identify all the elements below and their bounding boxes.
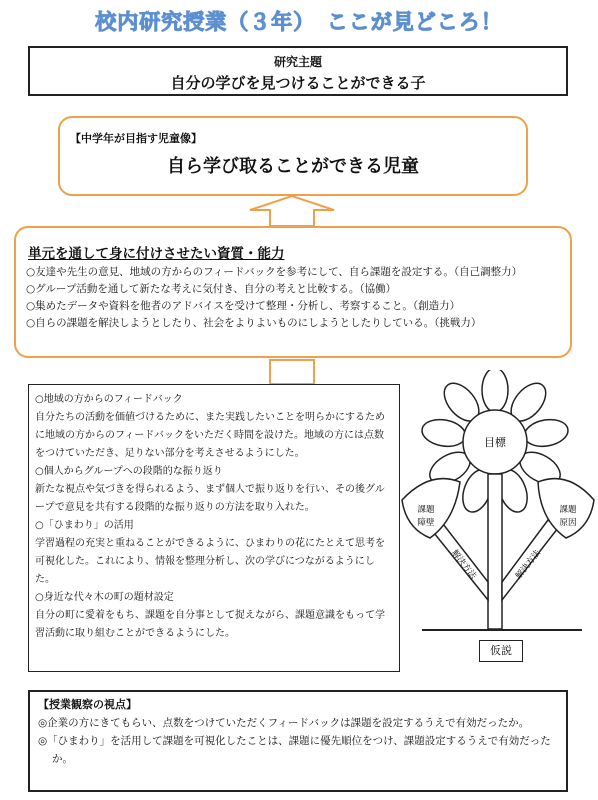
- research-theme-text: 自分の学びを見つけることができる子: [170, 74, 426, 92]
- detail-body: 学習過程の充実と重ねることができるように、ひまわりの花にたとえて思考を可視化した。これにより、情報を整理分析し、次の学びにつながるようにした。: [35, 538, 385, 585]
- viewpoints-heading: 【授業観察の視点】: [38, 698, 137, 711]
- detail-body: 新たな視点や気づきを得られるよう、まず個人で振り返りを行い、その後グループで意見を共有する段階的な振り返りの方法を取り入れた。: [35, 484, 385, 513]
- detail-section: [35, 589, 393, 643]
- up-arrow-lower: [270, 360, 314, 384]
- detail-section: [35, 463, 393, 517]
- page-title: 校内研究授業（３年） ここが見どころ！: [95, 10, 503, 34]
- research-theme-label: 研究主題: [273, 55, 322, 69]
- hypothesis-caption: 仮説: [479, 640, 523, 662]
- right-leaf-label-1: 課題: [559, 505, 577, 515]
- abilities-list: [26, 264, 566, 332]
- ability-item: ○集めたデータや資料を他者のアドバイスを受けて整理・分析し、考察すること。（創造力）: [26, 300, 461, 312]
- abilities-heading: 単元を通して身に付けさせたい資質・能力: [28, 246, 285, 262]
- ability-item: ○自らの課題を解決しようとしたり、社会をよりよいものにしようとしたりしている。（挑戦力）: [26, 317, 482, 329]
- detail-body: 自分たちの活動を価値づけるために、また実践したいことを明らかにするために地域の方からのフィードバックをいただく時間を設けた。地域の方には点数をつけていただき、足りない部分を考えさせるようにした。: [35, 412, 385, 459]
- left-leaf-label-1: 課題: [417, 505, 435, 515]
- right-stem-label: 解決方法: [514, 548, 543, 582]
- ability-item: ○グループ活動を通して新たな考えに気付き、自分の考えと比較する。（協働）: [26, 283, 397, 295]
- right-leaf-label-2: 原因: [559, 518, 577, 528]
- left-stem-label: 解決方法: [449, 548, 478, 582]
- left-leaf-label-2: 障壁: [417, 518, 435, 528]
- up-arrow-upper: [250, 196, 334, 226]
- sunflower-stem: [488, 474, 502, 629]
- detail-heading: ○「ひまわり」の活用: [35, 520, 134, 531]
- observation-viewpoints-box: [28, 690, 568, 792]
- ideal-student-label: 【中学年が目指す児童像】: [70, 132, 202, 145]
- sunflower-center-label: 目標: [484, 436, 506, 449]
- viewpoint-item: ◎「ひまわり」を活用して課題を可視化したことは、課題に優先順位をつけ、課題設定するうえで有効だったか。: [38, 735, 551, 765]
- ability-item: ○友達や先生の意見、地域の方からのフィードバックを参考にして、自ら課題を設定する。（自己調整力）: [26, 266, 523, 278]
- detail-section: [35, 391, 393, 463]
- sunflower-diagram: [400, 370, 598, 640]
- details-box: [28, 384, 400, 672]
- detail-body: 自分の町に愛着をもち、課題を自分事として捉えながら、課題意識をもって学習活動に取り組むことができるようにした。: [35, 610, 385, 639]
- abilities-box: [14, 226, 572, 358]
- detail-heading: ○地域の方からのフィードバック: [35, 394, 183, 405]
- detail-heading: ○身近な代々木の町の題材設定: [35, 592, 174, 603]
- viewpoint-item: ◎企業の方にきてもらい、点数をつけていただくフィードバックは課題を設定するうえで有効だったか。: [38, 717, 530, 729]
- detail-section: [35, 517, 393, 589]
- ideal-student-text: 自ら学び取ることができる児童: [167, 156, 419, 177]
- detail-heading: ○個人からグループへの段階的な振り返り: [35, 466, 223, 477]
